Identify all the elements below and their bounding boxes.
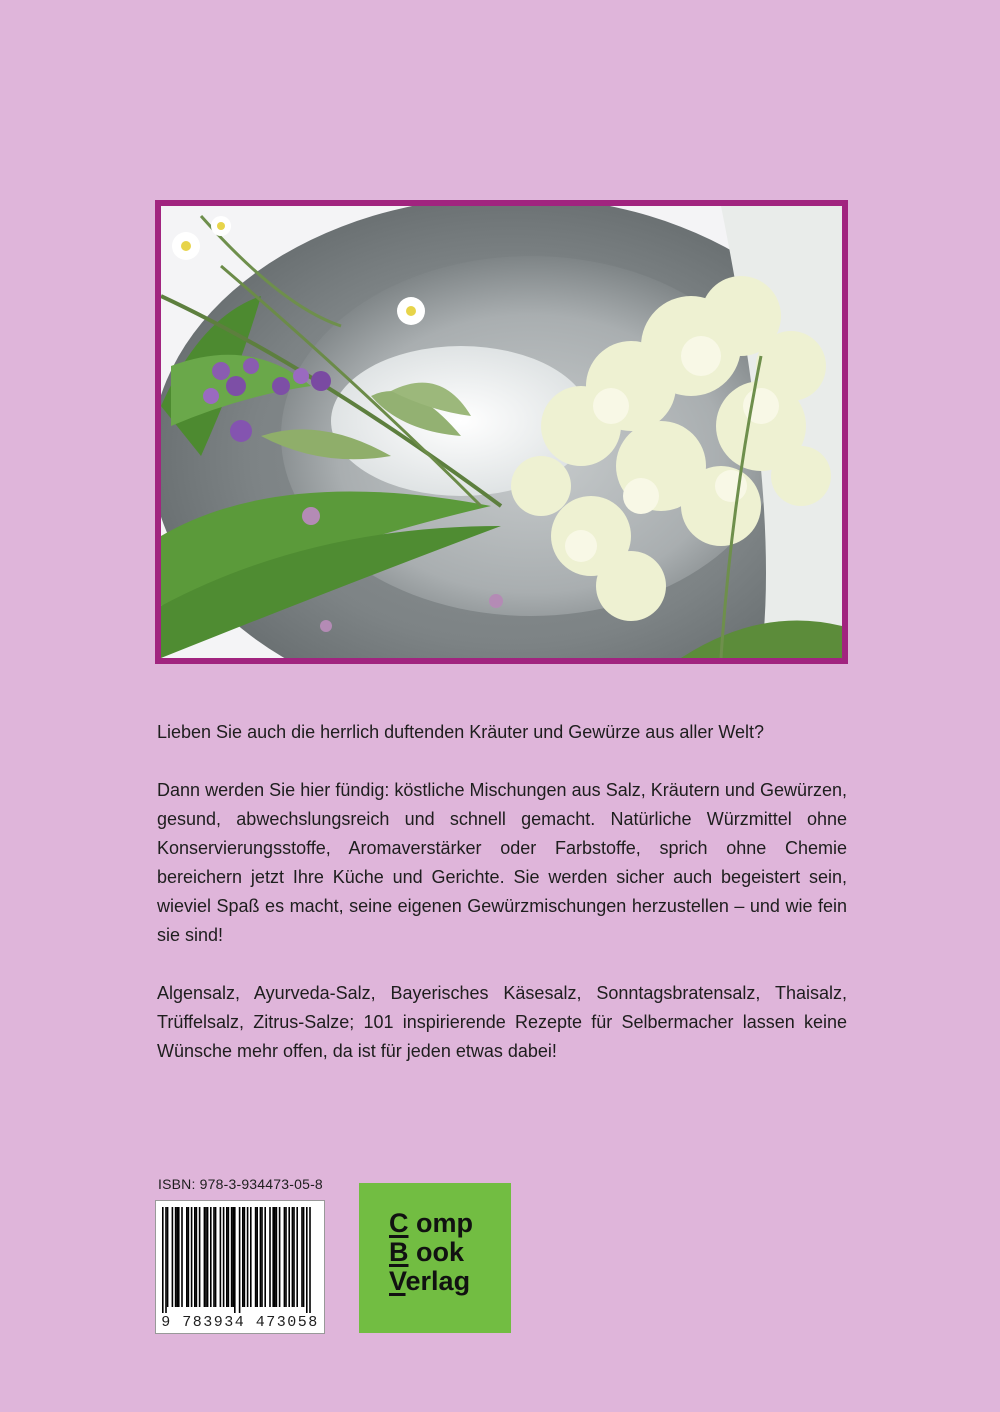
barcode-bar [172,1207,174,1307]
logo-initial-b: B [389,1237,409,1267]
barcode-bar [269,1207,271,1307]
barcode-bar [260,1207,262,1307]
barcode-bar [213,1207,215,1307]
barcode-bar [261,1207,263,1307]
barcode-bar [274,1207,276,1307]
blurb-text [157,718,847,1095]
barcode-bar [234,1207,236,1313]
barcode-bar [207,1207,209,1307]
barcode-bar [284,1207,286,1307]
blurb-paragraph-2: Dann werden Sie hier fündig: köstliche Mischungen aus Salz, Kräutern und Gewürzen, gesund, abwechslungsreich und schnell gemacht. Natürliche Würzmittel ohne Konservierungsstoffe, Aromaverstärker oder Farbstoffe, sprich ohne Chemie bereichern jetzt Ihre Küche und Gerichte. Sie werden sicher auch begeistert sein, wieviel Spaß es macht, seine eigenen Gewürzmischungen herzustellen – und wie fein sie sind! [157,780,847,945]
barcode-bar [220,1207,222,1307]
barcode-bar [264,1207,266,1307]
barcode-bars [156,1201,324,1313]
barcode-bar [292,1207,294,1307]
blurb-paragraph-3: Algensalz, Ayurveda-Salz, Bayerisches Käsesalz, Sonntagsbratensalz, Thaisalz, Trüffelsalz, Zitrus-Salze; 101 inspirierende Rezepte für Selbermacher lassen keine Wünsche mehr offen, da ist für jeden etwas dabei! [157,983,847,1061]
barcode-bar [303,1207,305,1307]
barcode-bar [188,1207,190,1307]
barcode-bar [162,1207,164,1313]
barcode-bar [176,1207,178,1307]
barcode-bar [285,1207,287,1307]
barcode-bar [288,1207,290,1307]
logo-word-comp: omp [408,1208,473,1238]
barcode-bar [204,1207,206,1307]
barcode-bar [276,1207,278,1307]
barcode-bar [228,1207,230,1307]
barcode-bar [196,1207,198,1307]
logo-line-3 [389,1267,511,1296]
barcode-bar [226,1207,228,1307]
logo-line-1 [389,1209,511,1238]
barcode-bar [250,1207,252,1307]
barcode-bar [165,1207,167,1313]
barcode-bar [181,1207,183,1307]
barcode-bar [309,1207,311,1313]
barcode-bar [223,1207,225,1307]
barcode-bar [167,1207,169,1307]
barcode-bar [247,1207,249,1307]
barcode-bar [232,1207,234,1307]
barcode-bar [306,1207,308,1313]
barcode-bar [231,1207,233,1307]
logo-initial-c: C [389,1208,409,1238]
blurb-paragraph-1: Lieben Sie auch die herrlich duftenden Kräuter und Gewürze aus aller Welt? [157,722,765,742]
isbn-label: ISBN: 978-3-934473-05-8 [158,1176,323,1192]
barcode-bar [255,1207,257,1307]
barcode-digits: 9 783934 473058 [156,1314,324,1331]
barcode-bar [191,1207,193,1307]
barcode-bar [175,1207,177,1307]
barcode-bar [256,1207,258,1307]
logo-word-book: ook [408,1237,465,1267]
barcode-bar [186,1207,188,1307]
barcode-bar [293,1207,295,1307]
barcode-bar [210,1207,212,1307]
barcode-bar [242,1207,244,1307]
barcode-bar [296,1207,298,1307]
logo-initial-v: V [389,1266,406,1296]
logo-word-verlag: erlag [405,1266,471,1296]
barcode-bar [244,1207,246,1307]
barcode-bar [178,1207,180,1307]
logo-line-2 [389,1238,511,1267]
barcode-bar [215,1207,217,1307]
barcode-bar [301,1207,303,1307]
barcode-bar [272,1207,274,1307]
barcode-bar [194,1207,196,1307]
barcode-bar [279,1207,281,1307]
barcode-bar [199,1207,201,1307]
barcode-bar [205,1207,207,1307]
barcode [155,1200,325,1334]
barcode-bar [239,1207,241,1313]
publisher-logo [359,1183,511,1333]
herbs-mortar-photo [161,206,842,658]
cover-photo [155,200,848,664]
